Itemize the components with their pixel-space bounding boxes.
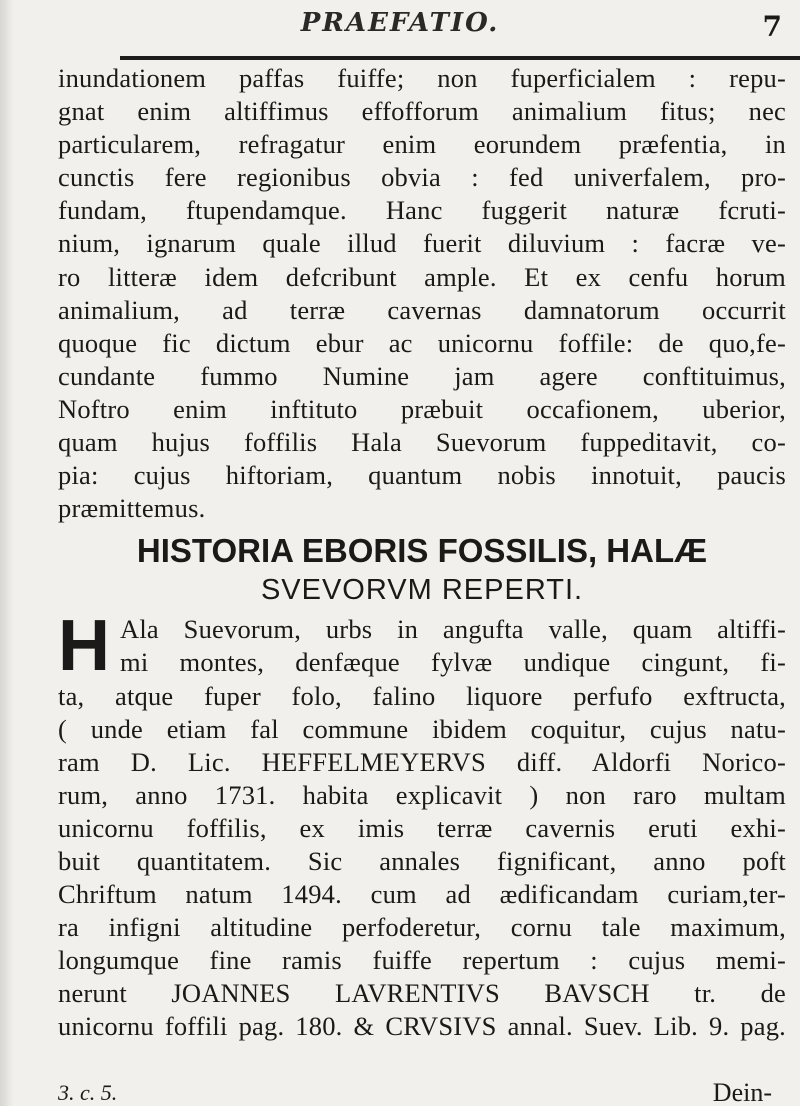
text-line: mi montes, denfæque fylvæ undique cingunt, fi- (120, 647, 786, 678)
text-line: cunctis fere regionibus obvia : fed univerfalem, pro- (58, 162, 786, 193)
section-subheading: SVEVORVM REPERTI. (260, 574, 584, 607)
running-head: PRAEFATIO. (300, 8, 500, 38)
text-line: longumque fine ramis fuiffe repertum : cujus memi- (58, 945, 786, 976)
drop-cap: H (58, 606, 110, 687)
text-line: animalium, ad terræ cavernas damnatorum occurrit (58, 294, 786, 325)
text-line: Noftro enim inftituto præbuit occafionem, uberior, (58, 393, 786, 424)
text-line: rum, anno 1731. habita explicavit ) non raro multam (58, 779, 786, 810)
header-rule (120, 56, 800, 60)
text-line: nerunt JOANNES LAVRENTIVS BAVSCH tr. de (58, 978, 786, 1009)
text-line: quoque fic dictum ebur ac unicornu foffile: de quo,fe- (58, 327, 786, 358)
footnote-reference: 3. c. 5. (58, 1080, 118, 1105)
text-line: ( unde etiam fal commune ibidem coquitur, cujus natu- (58, 713, 786, 744)
text-line: particularem, refragatur enim eorundem præfentia, in (58, 129, 786, 160)
text-line: quam hujus foffilis Hala Suevorum fuppeditavit, co- (58, 427, 786, 458)
text-line: unicornu foffili pag. 180. & CRVSIVS annal. Suev. Lib. 9. pag. (58, 1011, 786, 1042)
text-line: ra infigni altitudine perfoderetur, cornu tale maximum, (58, 912, 786, 943)
text-line: cundante fummo Numine jam agere conftituimus, (58, 360, 786, 391)
text-line: Ala Suevorum, urbs in angufta valle, quam altiffi- (120, 614, 786, 645)
text-line: unicornu foffilis, ex imis terræ cavernis eruti exhi- (58, 812, 786, 843)
text-line: buit quantitatem. Sic annales fignificant, anno poft (58, 845, 786, 876)
text-line: fundam, ftupendamque. Hanc fuggerit naturæ fcruti- (58, 195, 786, 226)
page-gutter-shadow (0, 0, 14, 1106)
text-line: ro litteræ idem defcribunt ample. Et ex cenfu horum (58, 261, 786, 292)
text-line: pia: cujus hiftoriam, quantum nobis innotuit, paucis (58, 460, 786, 491)
section-heading: HISTORIA EBORIS FOSSILIS, HALÆ (136, 532, 708, 570)
text-line: Chriftum natum 1494. cum ad ædificandam curiam,ter- (58, 879, 786, 910)
text-line: gnat enim altiffimus effofforum animalium fitus; nec (58, 96, 786, 127)
text-line: nium, ignarum quale illud fuerit diluvium : facræ ve- (58, 228, 786, 259)
body-text (58, 62, 786, 1044)
text-line: præmittemus. (58, 493, 206, 524)
text-line: ta, atque fuper folo, falino liquore perfufo exftructa, (58, 680, 786, 711)
history-lines (58, 606, 786, 1043)
page-header (0, 6, 800, 58)
intro-paragraph (58, 62, 786, 525)
history-paragraph (58, 606, 786, 1043)
page-number: 7 (762, 10, 782, 43)
text-line: ram D. Lic. HEFFELMEYERVS diff. Aldorfi Norico- (58, 746, 786, 777)
catchword: Dein- (712, 1078, 772, 1106)
text-line: inundationem paffas fuiffe; non fuperficialem : repu- (58, 63, 786, 93)
